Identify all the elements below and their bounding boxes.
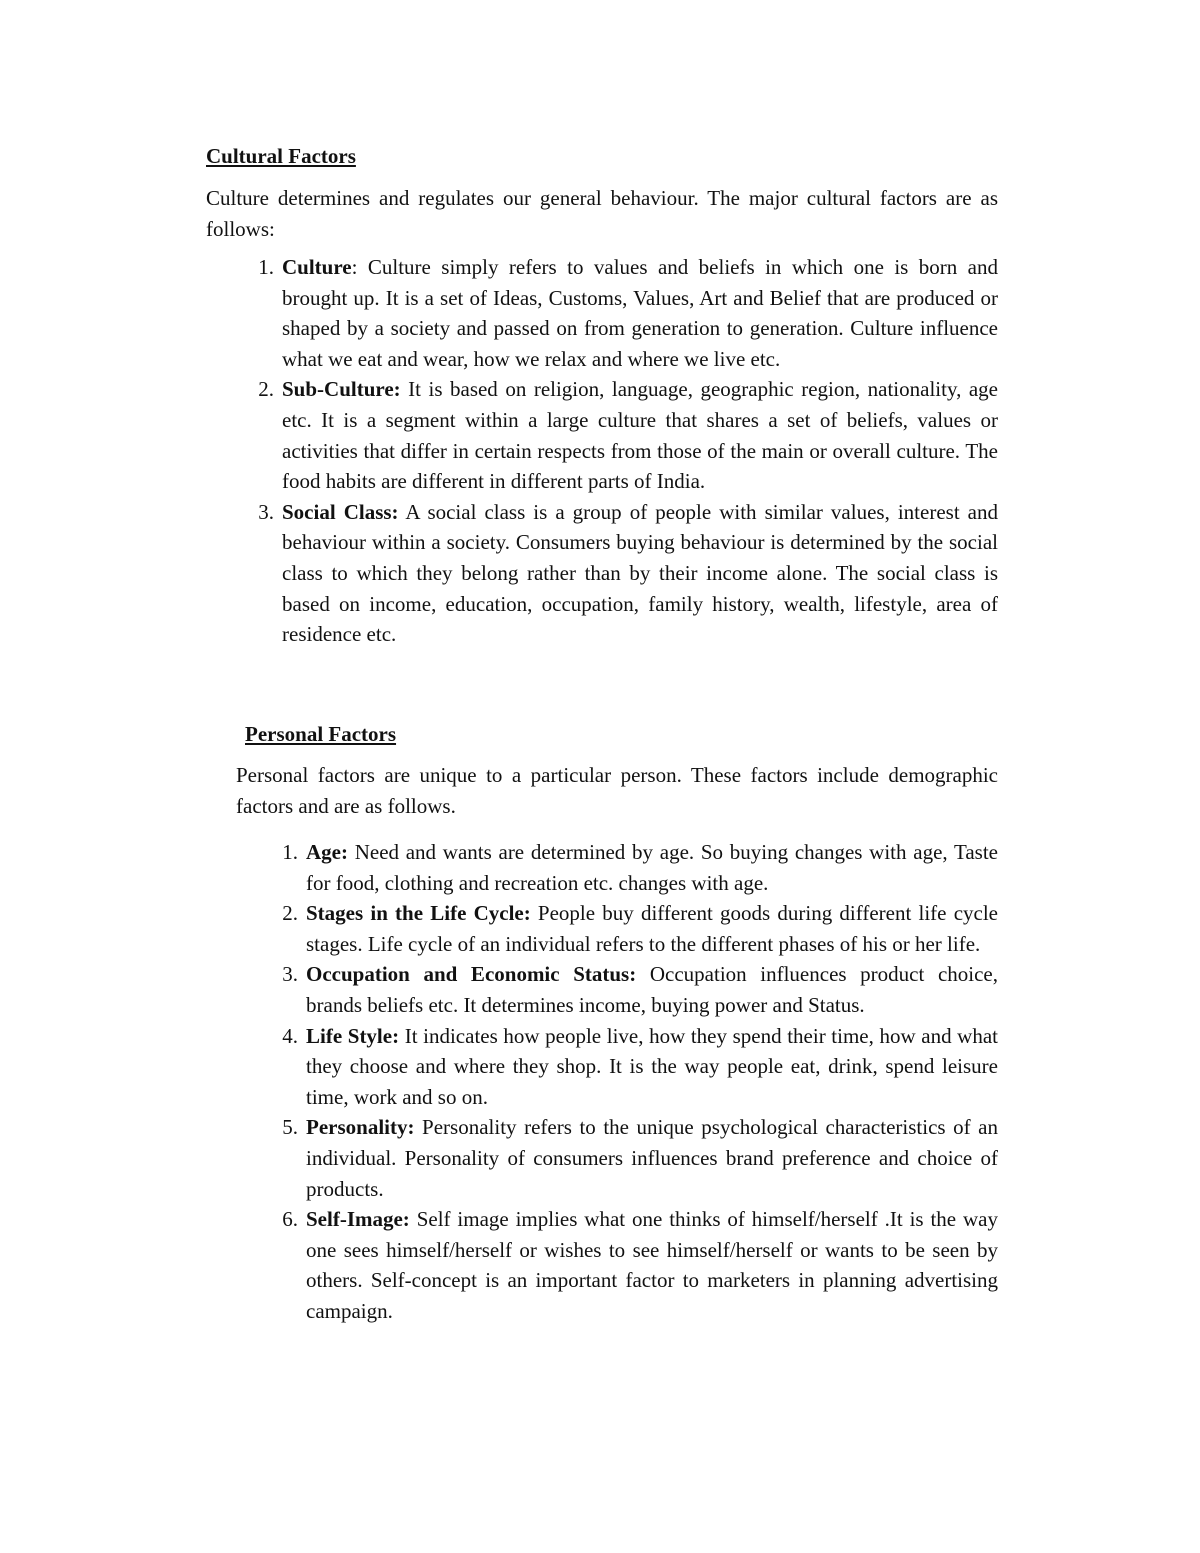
list-item-term: Personality: <box>306 1115 415 1140</box>
list-item <box>244 374 998 496</box>
list-item-number: 3. <box>282 962 298 987</box>
list-item-term: Occupation and Economic Status: <box>306 962 637 987</box>
list-item <box>244 497 998 650</box>
list-item-number: 3. <box>258 499 274 524</box>
list-item-term: Age: <box>306 840 348 864</box>
list-item-text: It is based on religion, language, geographic region, nationality, age etc. It is a segment within a large culture that shares a set of beliefs, values or activities that differ in certain respects from those of the main or overall culture. The food habits are different in different parts of India. <box>282 377 998 494</box>
list-item <box>268 1112 998 1204</box>
cultural-factors-list <box>244 252 998 650</box>
list-item-number: 2. <box>282 901 298 926</box>
cultural-factors-intro: Culture determines and regulates our general behaviour. The major cultural factors are as follows: <box>206 186 998 241</box>
list-item-number: 1. <box>258 255 274 279</box>
list-item-text: Self image implies what one thinks of himself/herself .It is the way one sees himself/herself or wishes to see himself/herself or wants to be seen by others. Self-concept is an important factor to marketers in planning advertising campaign. <box>306 1207 998 1323</box>
list-item-term: Stages in the Life Cycle: <box>306 901 531 926</box>
list-item <box>268 898 998 959</box>
personal-factors-intro: Personal factors are unique to a particular person. These factors include demographic factors and are as follows. <box>236 763 998 818</box>
list-item-text: People buy different goods during different life cycle stages. Life cycle of an individual refers to the different phases of his or her life. <box>306 901 998 956</box>
list-item-number: 6. <box>282 1207 298 1232</box>
list-item-term: Social Class: <box>282 499 399 524</box>
list-item-number: 4. <box>282 1023 298 1048</box>
list-item-text: Occupation influences product choice, brands beliefs etc. It determines income, buying power and Status. <box>306 962 998 1017</box>
cultural-factors-heading: Cultural Factors <box>206 144 356 168</box>
list-item <box>268 959 998 1020</box>
list-item-text: Need and wants are determined by age. So buying changes with age, Taste for food, clothing and recreation etc. changes with age. <box>306 840 998 895</box>
list-item-number: 1. <box>282 840 298 864</box>
personal-factors-heading: Personal Factors <box>245 722 397 746</box>
list-item-text: It indicates how people live, how they spend their time, how and what they choose and where they shop. It is the way people eat, drink, spend leisure time, work and so on. <box>306 1023 998 1109</box>
list-item-term: Culture <box>282 255 352 279</box>
list-item <box>268 1204 998 1326</box>
list-item-number: 2. <box>258 377 274 402</box>
list-item-number: 5. <box>282 1115 298 1140</box>
list-item <box>244 252 998 374</box>
list-item-term: Sub-Culture: <box>282 377 401 402</box>
list-item-text: A social class is a group of people with similar values, interest and behaviour within a society. Consumers buying behaviour is determined by the social class to which they belong rather than by their income alone. The social class is based on income, education, occupation, family history, wealth, lifestyle, area of residence etc. <box>282 499 998 647</box>
list-item <box>268 837 998 898</box>
list-item-term: Life Style: <box>306 1023 400 1048</box>
list-item <box>268 1021 998 1113</box>
list-item-text: Personality refers to the unique psychological characteristics of an individual. Personality of consumers influences brand preference and choice of products. <box>306 1115 998 1201</box>
list-item-term: Self-Image: <box>306 1207 410 1232</box>
personal-factors-list <box>268 837 998 1327</box>
list-item-text: : Culture simply refers to values and beliefs in which one is born and brought up. It is a set of Ideas, Customs, Values, Art and Belief that are produced or shaped by a society and passed on from generation to generation. Culture influence what we eat and wear, how we relax and where we live etc. <box>282 255 998 371</box>
